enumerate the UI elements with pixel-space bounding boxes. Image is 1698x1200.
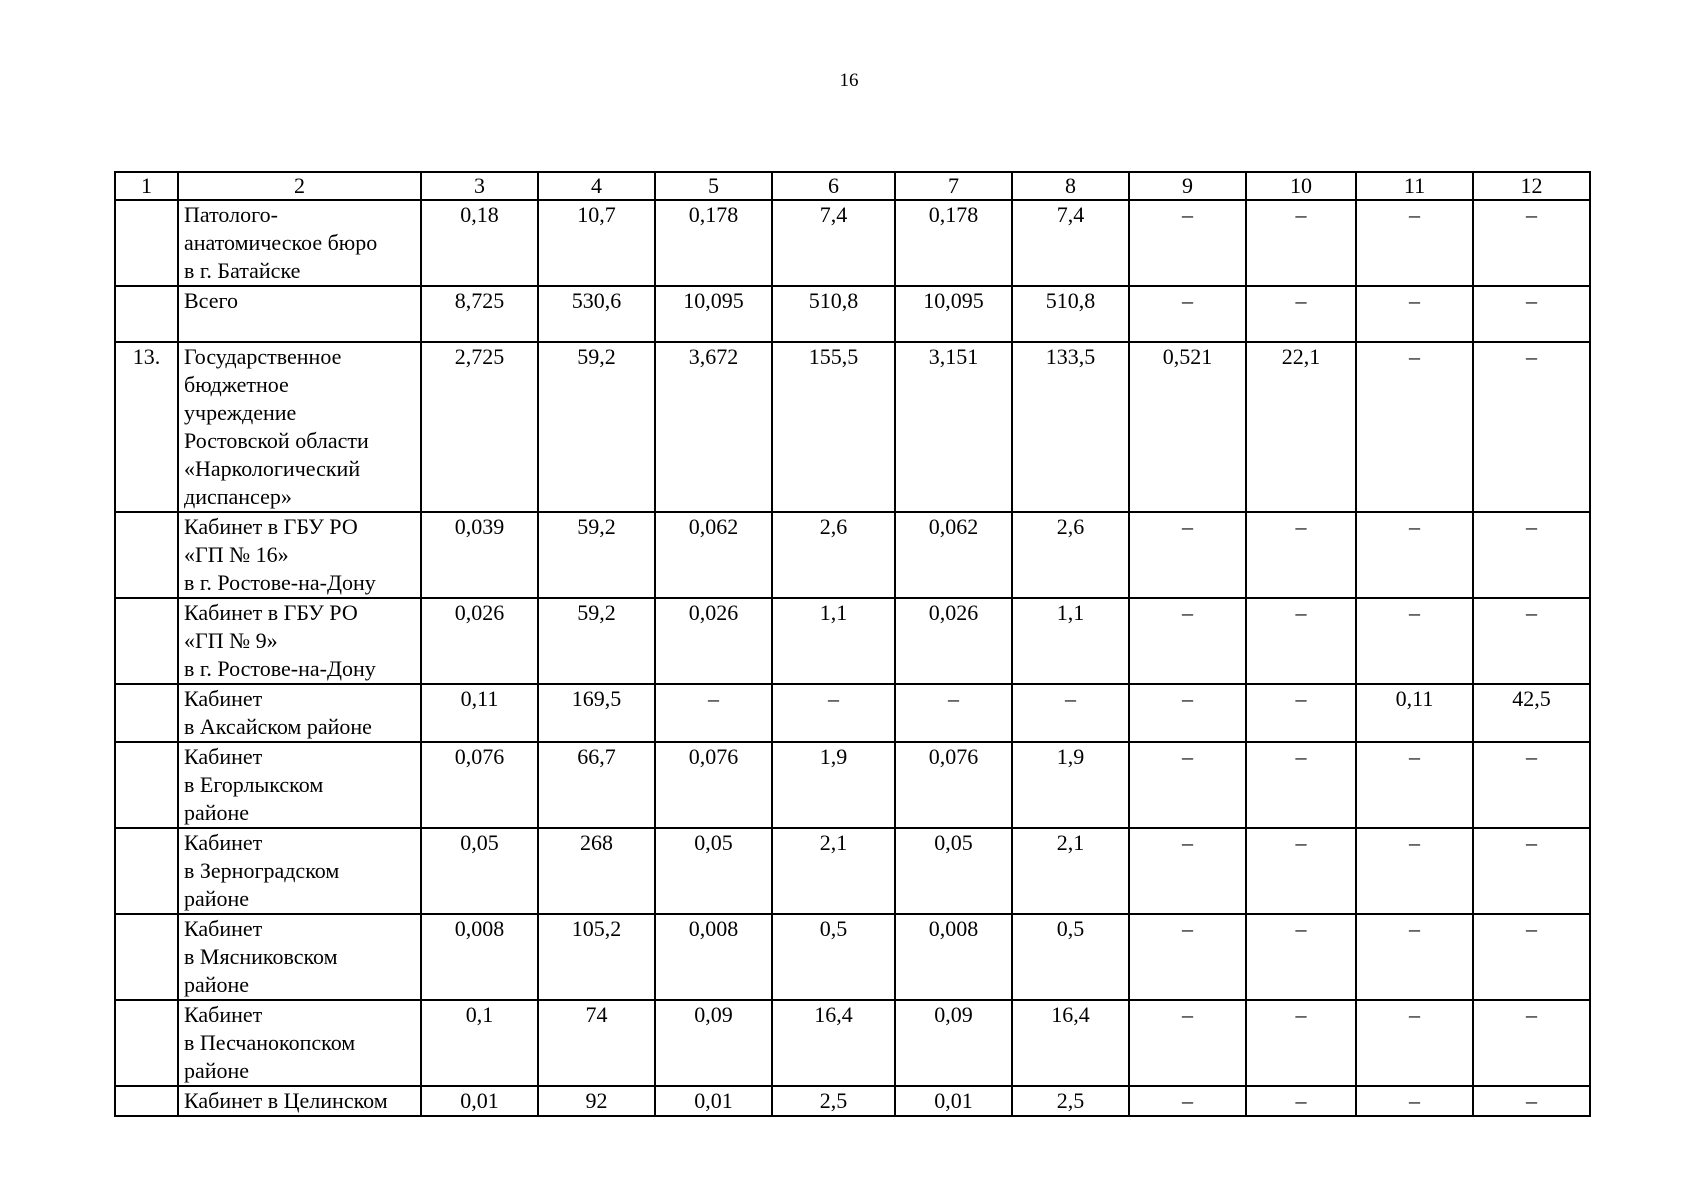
- value-cell: –: [1356, 286, 1473, 342]
- value-cell: 2,5: [1012, 1086, 1129, 1116]
- row-number-cell: [115, 598, 178, 684]
- value-cell: –: [1473, 914, 1590, 1000]
- institution-name-line: бюджетное: [184, 372, 289, 397]
- value-cell: 0,062: [895, 512, 1012, 598]
- row-number-cell: [115, 742, 178, 828]
- institution-name-line: в Мясниковском: [184, 944, 338, 969]
- value-cell: –: [1473, 512, 1590, 598]
- value-cell: 0,026: [421, 598, 538, 684]
- value-cell: –: [1356, 598, 1473, 684]
- value-cell: –: [1246, 914, 1356, 1000]
- value-cell: 1,1: [772, 598, 895, 684]
- value-cell: 0,05: [655, 828, 772, 914]
- value-cell: 105,2: [538, 914, 655, 1000]
- table-row: [115, 684, 1590, 742]
- column-number-row: [115, 172, 1590, 200]
- value-cell: 0,039: [421, 512, 538, 598]
- value-cell: –: [1129, 512, 1246, 598]
- value-cell: 59,2: [538, 598, 655, 684]
- value-cell: 16,4: [1012, 1000, 1129, 1086]
- value-cell: 0,076: [421, 742, 538, 828]
- value-cell: 0,076: [895, 742, 1012, 828]
- column-number: 10: [1246, 172, 1356, 200]
- value-cell: –: [1246, 512, 1356, 598]
- row-number-cell: [115, 286, 178, 342]
- value-cell: –: [1473, 342, 1590, 512]
- column-number: 6: [772, 172, 895, 200]
- table-row: [115, 598, 1590, 684]
- value-cell: –: [1246, 598, 1356, 684]
- value-cell: 0,01: [895, 1086, 1012, 1116]
- value-cell: 0,5: [1012, 914, 1129, 1000]
- value-cell: 2,6: [772, 512, 895, 598]
- value-cell: 3,672: [655, 342, 772, 512]
- institution-name-cell: [178, 598, 421, 684]
- table-row: [115, 200, 1590, 286]
- value-cell: 59,2: [538, 512, 655, 598]
- institution-name-line: «ГП № 9»: [184, 628, 278, 653]
- value-cell: –: [1129, 828, 1246, 914]
- value-cell: 66,7: [538, 742, 655, 828]
- value-cell: 10,095: [895, 286, 1012, 342]
- value-cell: –: [1473, 200, 1590, 286]
- institution-name-line: диспансер»: [184, 484, 292, 509]
- table-row: [115, 1086, 1590, 1116]
- row-number-cell: [115, 828, 178, 914]
- value-cell: –: [772, 684, 895, 742]
- value-cell: –: [1012, 684, 1129, 742]
- column-number: 4: [538, 172, 655, 200]
- column-number: 3: [421, 172, 538, 200]
- institution-name-cell: [178, 286, 421, 342]
- table-row: [115, 1000, 1590, 1086]
- value-cell: –: [1129, 598, 1246, 684]
- value-cell: 155,5: [772, 342, 895, 512]
- institution-name-line: Кабинет: [184, 686, 263, 711]
- row-number-cell: [115, 684, 178, 742]
- value-cell: 92: [538, 1086, 655, 1116]
- value-cell: 510,8: [772, 286, 895, 342]
- data-table: [114, 171, 1591, 1117]
- column-number: 8: [1012, 172, 1129, 200]
- institution-name-line: Кабинет в ГБУ РО: [184, 514, 358, 539]
- institution-name-line: районе: [184, 1058, 250, 1083]
- value-cell: 7,4: [772, 200, 895, 286]
- institution-name-cell: [178, 512, 421, 598]
- institution-name-line: в Песчанокопском: [184, 1030, 356, 1055]
- institution-name-line: районе: [184, 800, 250, 825]
- value-cell: –: [1356, 914, 1473, 1000]
- value-cell: 2,6: [1012, 512, 1129, 598]
- value-cell: 2,5: [772, 1086, 895, 1116]
- value-cell: 133,5: [1012, 342, 1129, 512]
- value-cell: 0,178: [655, 200, 772, 286]
- value-cell: 0,521: [1129, 342, 1246, 512]
- institution-name-line: районе: [184, 886, 250, 911]
- row-number-cell: [115, 1000, 178, 1086]
- value-cell: 0,008: [895, 914, 1012, 1000]
- value-cell: –: [1246, 828, 1356, 914]
- value-cell: 0,09: [655, 1000, 772, 1086]
- value-cell: 8,725: [421, 286, 538, 342]
- value-cell: 0,11: [1356, 684, 1473, 742]
- institution-name-cell: [178, 742, 421, 828]
- value-cell: 1,9: [772, 742, 895, 828]
- institution-name-cell: [178, 828, 421, 914]
- institution-name-cell: [178, 1086, 421, 1116]
- column-number: 2: [178, 172, 421, 200]
- value-cell: 0,18: [421, 200, 538, 286]
- column-number: 1: [115, 172, 178, 200]
- value-cell: 10,7: [538, 200, 655, 286]
- value-cell: 268: [538, 828, 655, 914]
- value-cell: –: [1473, 828, 1590, 914]
- value-cell: 169,5: [538, 684, 655, 742]
- value-cell: –: [1356, 512, 1473, 598]
- value-cell: 0,1: [421, 1000, 538, 1086]
- institution-name-line: Ростовской области: [184, 428, 369, 453]
- value-cell: 530,6: [538, 286, 655, 342]
- institution-name-line: Государственное: [184, 344, 342, 369]
- page-number: 16: [839, 70, 859, 91]
- value-cell: 16,4: [772, 1000, 895, 1086]
- institution-name-line: районе: [184, 972, 250, 997]
- institution-name-cell: [178, 342, 421, 512]
- column-number: 7: [895, 172, 1012, 200]
- institution-name-line: Всего: [184, 288, 238, 313]
- institution-name-line: в Егорлыкском: [184, 772, 324, 797]
- column-number: 9: [1129, 172, 1246, 200]
- value-cell: –: [1356, 200, 1473, 286]
- row-number-cell: [115, 1086, 178, 1116]
- value-cell: 510,8: [1012, 286, 1129, 342]
- institution-name-line: Кабинет: [184, 916, 263, 941]
- value-cell: 1,1: [1012, 598, 1129, 684]
- value-cell: 0,01: [421, 1086, 538, 1116]
- value-cell: 42,5: [1473, 684, 1590, 742]
- table-row: [115, 342, 1590, 512]
- value-cell: –: [1473, 286, 1590, 342]
- column-number: 5: [655, 172, 772, 200]
- value-cell: 0,178: [895, 200, 1012, 286]
- value-cell: –: [1129, 742, 1246, 828]
- value-cell: 0,05: [895, 828, 1012, 914]
- value-cell: 0,062: [655, 512, 772, 598]
- value-cell: –: [1246, 286, 1356, 342]
- table-row: [115, 512, 1590, 598]
- row-number-cell: 13.: [115, 342, 178, 512]
- value-cell: 3,151: [895, 342, 1012, 512]
- institution-name-cell: [178, 1000, 421, 1086]
- institution-name-line: Патолого-: [184, 202, 278, 227]
- institution-name-line: в г. Ростове-на-Дону: [184, 570, 376, 595]
- institution-name-line: Кабинет: [184, 744, 263, 769]
- value-cell: –: [1246, 1000, 1356, 1086]
- value-cell: 0,09: [895, 1000, 1012, 1086]
- value-cell: 2,725: [421, 342, 538, 512]
- institution-name-line: в г. Ростове-на-Дону: [184, 656, 376, 681]
- value-cell: –: [1356, 1086, 1473, 1116]
- value-cell: 0,11: [421, 684, 538, 742]
- value-cell: 22,1: [1246, 342, 1356, 512]
- table-row: [115, 286, 1590, 342]
- table-row: [115, 742, 1590, 828]
- column-number: 11: [1356, 172, 1473, 200]
- table-row: [115, 914, 1590, 1000]
- value-cell: 2,1: [1012, 828, 1129, 914]
- table-row: [115, 828, 1590, 914]
- value-cell: –: [1356, 828, 1473, 914]
- institution-name-line: Кабинет в Целинском: [184, 1088, 388, 1113]
- institution-name-line: Кабинет: [184, 1002, 263, 1027]
- institution-name-line: анатомическое бюро: [184, 230, 378, 255]
- value-cell: –: [1473, 598, 1590, 684]
- value-cell: 7,4: [1012, 200, 1129, 286]
- value-cell: 1,9: [1012, 742, 1129, 828]
- institution-name-line: Кабинет: [184, 830, 263, 855]
- value-cell: –: [1246, 1086, 1356, 1116]
- institution-name-line: в г. Батайске: [184, 258, 301, 283]
- value-cell: 0,05: [421, 828, 538, 914]
- institution-name-line: «ГП № 16»: [184, 542, 289, 567]
- value-cell: 2,1: [772, 828, 895, 914]
- institution-name-cell: [178, 914, 421, 1000]
- value-cell: –: [1246, 684, 1356, 742]
- value-cell: –: [1129, 286, 1246, 342]
- value-cell: –: [895, 684, 1012, 742]
- row-number-cell: [115, 200, 178, 286]
- column-number: 12: [1473, 172, 1590, 200]
- value-cell: 74: [538, 1000, 655, 1086]
- institution-name-cell: [178, 684, 421, 742]
- value-cell: 0,026: [895, 598, 1012, 684]
- value-cell: 0,076: [655, 742, 772, 828]
- value-cell: 0,026: [655, 598, 772, 684]
- value-cell: 0,01: [655, 1086, 772, 1116]
- value-cell: –: [1473, 1086, 1590, 1116]
- value-cell: 0,008: [421, 914, 538, 1000]
- row-number-cell: [115, 512, 178, 598]
- value-cell: –: [1473, 742, 1590, 828]
- row-number-cell: [115, 914, 178, 1000]
- value-cell: –: [1473, 1000, 1590, 1086]
- value-cell: 0,5: [772, 914, 895, 1000]
- value-cell: –: [1246, 200, 1356, 286]
- institution-name-line: учреждение: [184, 400, 297, 425]
- value-cell: –: [655, 684, 772, 742]
- value-cell: –: [1356, 1000, 1473, 1086]
- value-cell: 0,008: [655, 914, 772, 1000]
- value-cell: –: [1129, 200, 1246, 286]
- value-cell: –: [1129, 914, 1246, 1000]
- value-cell: –: [1129, 1086, 1246, 1116]
- value-cell: –: [1246, 742, 1356, 828]
- value-cell: –: [1356, 342, 1473, 512]
- value-cell: 59,2: [538, 342, 655, 512]
- value-cell: 10,095: [655, 286, 772, 342]
- value-cell: –: [1356, 742, 1473, 828]
- value-cell: –: [1129, 1000, 1246, 1086]
- value-cell: –: [1129, 684, 1246, 742]
- institution-name-line: Кабинет в ГБУ РО: [184, 600, 358, 625]
- institution-name-line: в Аксайском районе: [184, 714, 372, 739]
- institution-name-cell: [178, 200, 421, 286]
- institution-name-line: «Наркологический: [184, 456, 361, 481]
- institution-name-line: в Зерноградском: [184, 858, 340, 883]
